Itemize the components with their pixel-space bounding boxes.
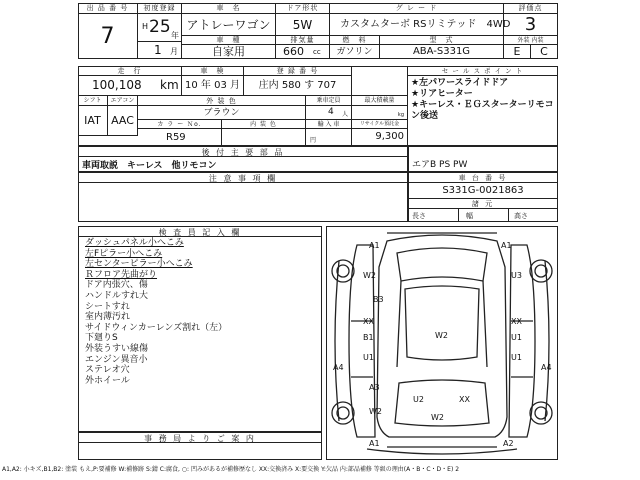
width-label: 幅 [466,212,473,220]
fuel: ガソリン [330,45,380,59]
damage-mark: A3 [369,383,380,392]
seats-cell [306,106,352,120]
damage-mark: A4 [333,363,344,372]
divider [78,236,322,237]
inspector-comment: 左Fピラー小へこみ [85,248,163,259]
displacement-label: 排気量 [276,36,330,45]
damage-mark: XX [459,395,470,404]
lot-label: 出 品 番 号 [78,3,138,14]
inspector-comment: ダッシュパネル小へこみ [85,238,184,248]
damage-mark: U3 [511,271,522,280]
divider [408,182,558,183]
fuel-label: 燃 料 [330,36,380,45]
seats-label: 乗車定員 [306,96,352,106]
damage-mark: W2 [369,407,382,416]
sales-points-title: セ ー ル ス ポ イ ン ト [408,66,558,76]
ext-grade: E [504,45,531,59]
damage-mark: W2 [435,331,448,340]
inspector-comment: 左センターピラー小へこみ [85,259,193,270]
aftermarket-title: 後 付 主 要 部 品 [201,148,285,157]
reg-month: 1 [154,43,162,57]
divider [78,182,408,183]
colorno-label: カ ラ ー Ｎo. [138,120,222,129]
damage-mark: A1 [501,241,512,250]
model-label: 型 式 [380,36,504,45]
model-code: ABA-S331G [380,45,504,59]
chassis-number: S331G-0021863 [442,185,524,196]
size-title: 諸 元 [471,200,495,208]
mileage-cell [78,76,182,96]
intcolor-label: 内 装 色 [222,120,306,129]
divider [78,442,322,443]
damage-mark: A4 [541,363,552,372]
chassis-label: 車 台 番 号 [458,174,508,182]
shift: IAT [78,106,108,136]
car-diagram [326,226,558,460]
inspector-comment: Ｒフロア先曲がり [85,269,158,280]
car-outline-svg [327,227,557,459]
score: 3 [504,14,558,36]
height-label: 高さ [514,212,528,220]
reg-year: 25 [149,17,171,37]
reg-month-unit: 月 [170,47,178,56]
reg-era: H [142,22,149,31]
capacity: kg [352,106,408,120]
door-label: ドア形状 [276,3,330,14]
divider [458,208,459,222]
inspector-comment: シートすれ [85,301,130,312]
type-label: 車 種 [182,36,276,45]
damage-mark: A2 [503,439,514,448]
divider [78,156,408,157]
registration-number: 庄内 580 す 707 [244,76,352,96]
recycle-unit: 円 [310,137,317,144]
grade: カスタムターボ RSリミテッド 4WD [330,14,504,36]
damage-mark: A1 [369,439,380,448]
length-label: 長さ [412,212,426,220]
displacement-cell [276,45,330,59]
interior-color [222,129,306,146]
lot-number: 7 [78,14,138,59]
inspector-comment: 外ホイール [85,375,130,386]
inspector-comment: エンジン異音小 [85,354,148,365]
displacement-unit: cc [313,48,321,56]
inspector-title: 検 査 員 記 入 欄 [158,228,242,237]
recycle-cell [310,129,408,146]
ac-label: エアコン [108,96,138,106]
inspector-comment: ハンドルすれ大 [85,290,149,301]
reg-label: 初度登録 [138,3,182,14]
score-label: 評価点 [504,3,558,14]
damage-mark: XX [363,317,374,326]
damage-mark: W2 [431,413,444,422]
grade-label: グ レ ー ド [330,3,504,14]
ext-int-label: 外装 内装 [504,36,558,45]
notes-title: 注 意 事 項 欄 [208,174,278,183]
mileage-unit: km [160,78,179,92]
mileage: 100,108 [92,78,142,92]
mileage-label: 走 行 [78,66,182,76]
name-label: 車 名 [182,3,276,14]
sales-point: ★リアヒーター [411,89,473,99]
damage-mark: U1 [363,353,374,362]
damage-mark: W2 [363,271,376,280]
inspector-comment: 下廻りS [85,333,118,344]
displacement: 660 [283,45,304,58]
seats: 4 [328,107,334,117]
sales-points-list [411,78,557,122]
color-label: 外 装 色 [138,96,306,106]
damage-mark: A1 [369,241,380,250]
capacity-label: 最大積載量 [352,96,408,106]
regno-label: 登 録 番 号 [244,66,352,76]
door-type: 5W [276,14,330,36]
inspector-comment: ドア内張穴、傷 [85,280,148,291]
recycle-label: リサイクル預託金 [352,120,408,129]
sales-point: ★キーレス・ＥＧスターターリモコ [411,100,554,110]
damage-mark: U1 [511,353,522,362]
exterior-color: ブラウン [138,106,306,120]
sales-point: ★左パワースライドドア [411,78,509,88]
damage-mark: B3 [373,295,384,304]
divider [408,208,558,209]
reg-year-cell [138,14,182,42]
office-title: 事 務 局 よ り ご 案 内 [144,434,256,443]
grid-spacer [352,66,408,96]
footer-legend: A1,A2: 小キズ,B1,B2: 塗装 もえ,P:要補修 W:補修跡 S:錆 C:腐食, ○: 凹みがあるが補修歴なし XX:交換済み X:要交換 Y:欠品 内:部品補修 等級の理由(A・B・C・D・E) 2 [2,466,460,473]
ac: AAC [108,106,138,136]
inspection-date: 10 年 03 月 [182,76,244,96]
inspector-comment: 室内薄汚れ [85,312,131,323]
damage-mark: B1 [363,333,374,342]
recycle-fee: 9,300 [375,131,404,142]
sales-point: ン後送 [411,111,439,121]
inspector-comment: ステレオ穴 [85,365,130,376]
damage-mark: U1 [511,333,522,342]
seats-unit: 人 [342,111,349,118]
color-number: R59 [138,129,222,146]
divider [508,208,509,222]
equipment: エアB PS PW [412,160,468,170]
inspector-comment: 外装うすい線傷 [85,343,149,354]
inspector-comment: サイドウィンカーレンズ割れ（左） [85,322,228,333]
damage-mark: XX [511,317,522,326]
int-grade: C [531,45,558,59]
damage-mark: U2 [413,395,424,404]
inspector-comments [82,238,320,386]
inspection-label: 車 検 [182,66,244,76]
shift-label: シフト [78,96,108,106]
import-label: 輸 入 車 [306,120,352,129]
aftermarket-parts: 車両取説 キーレス 他リモコン [82,161,217,171]
reg-month-cell [138,42,182,59]
reg-year-unit: 年 [171,31,179,40]
car-type: 自家用 [182,45,276,59]
car-name: アトレーワゴン [182,14,276,36]
